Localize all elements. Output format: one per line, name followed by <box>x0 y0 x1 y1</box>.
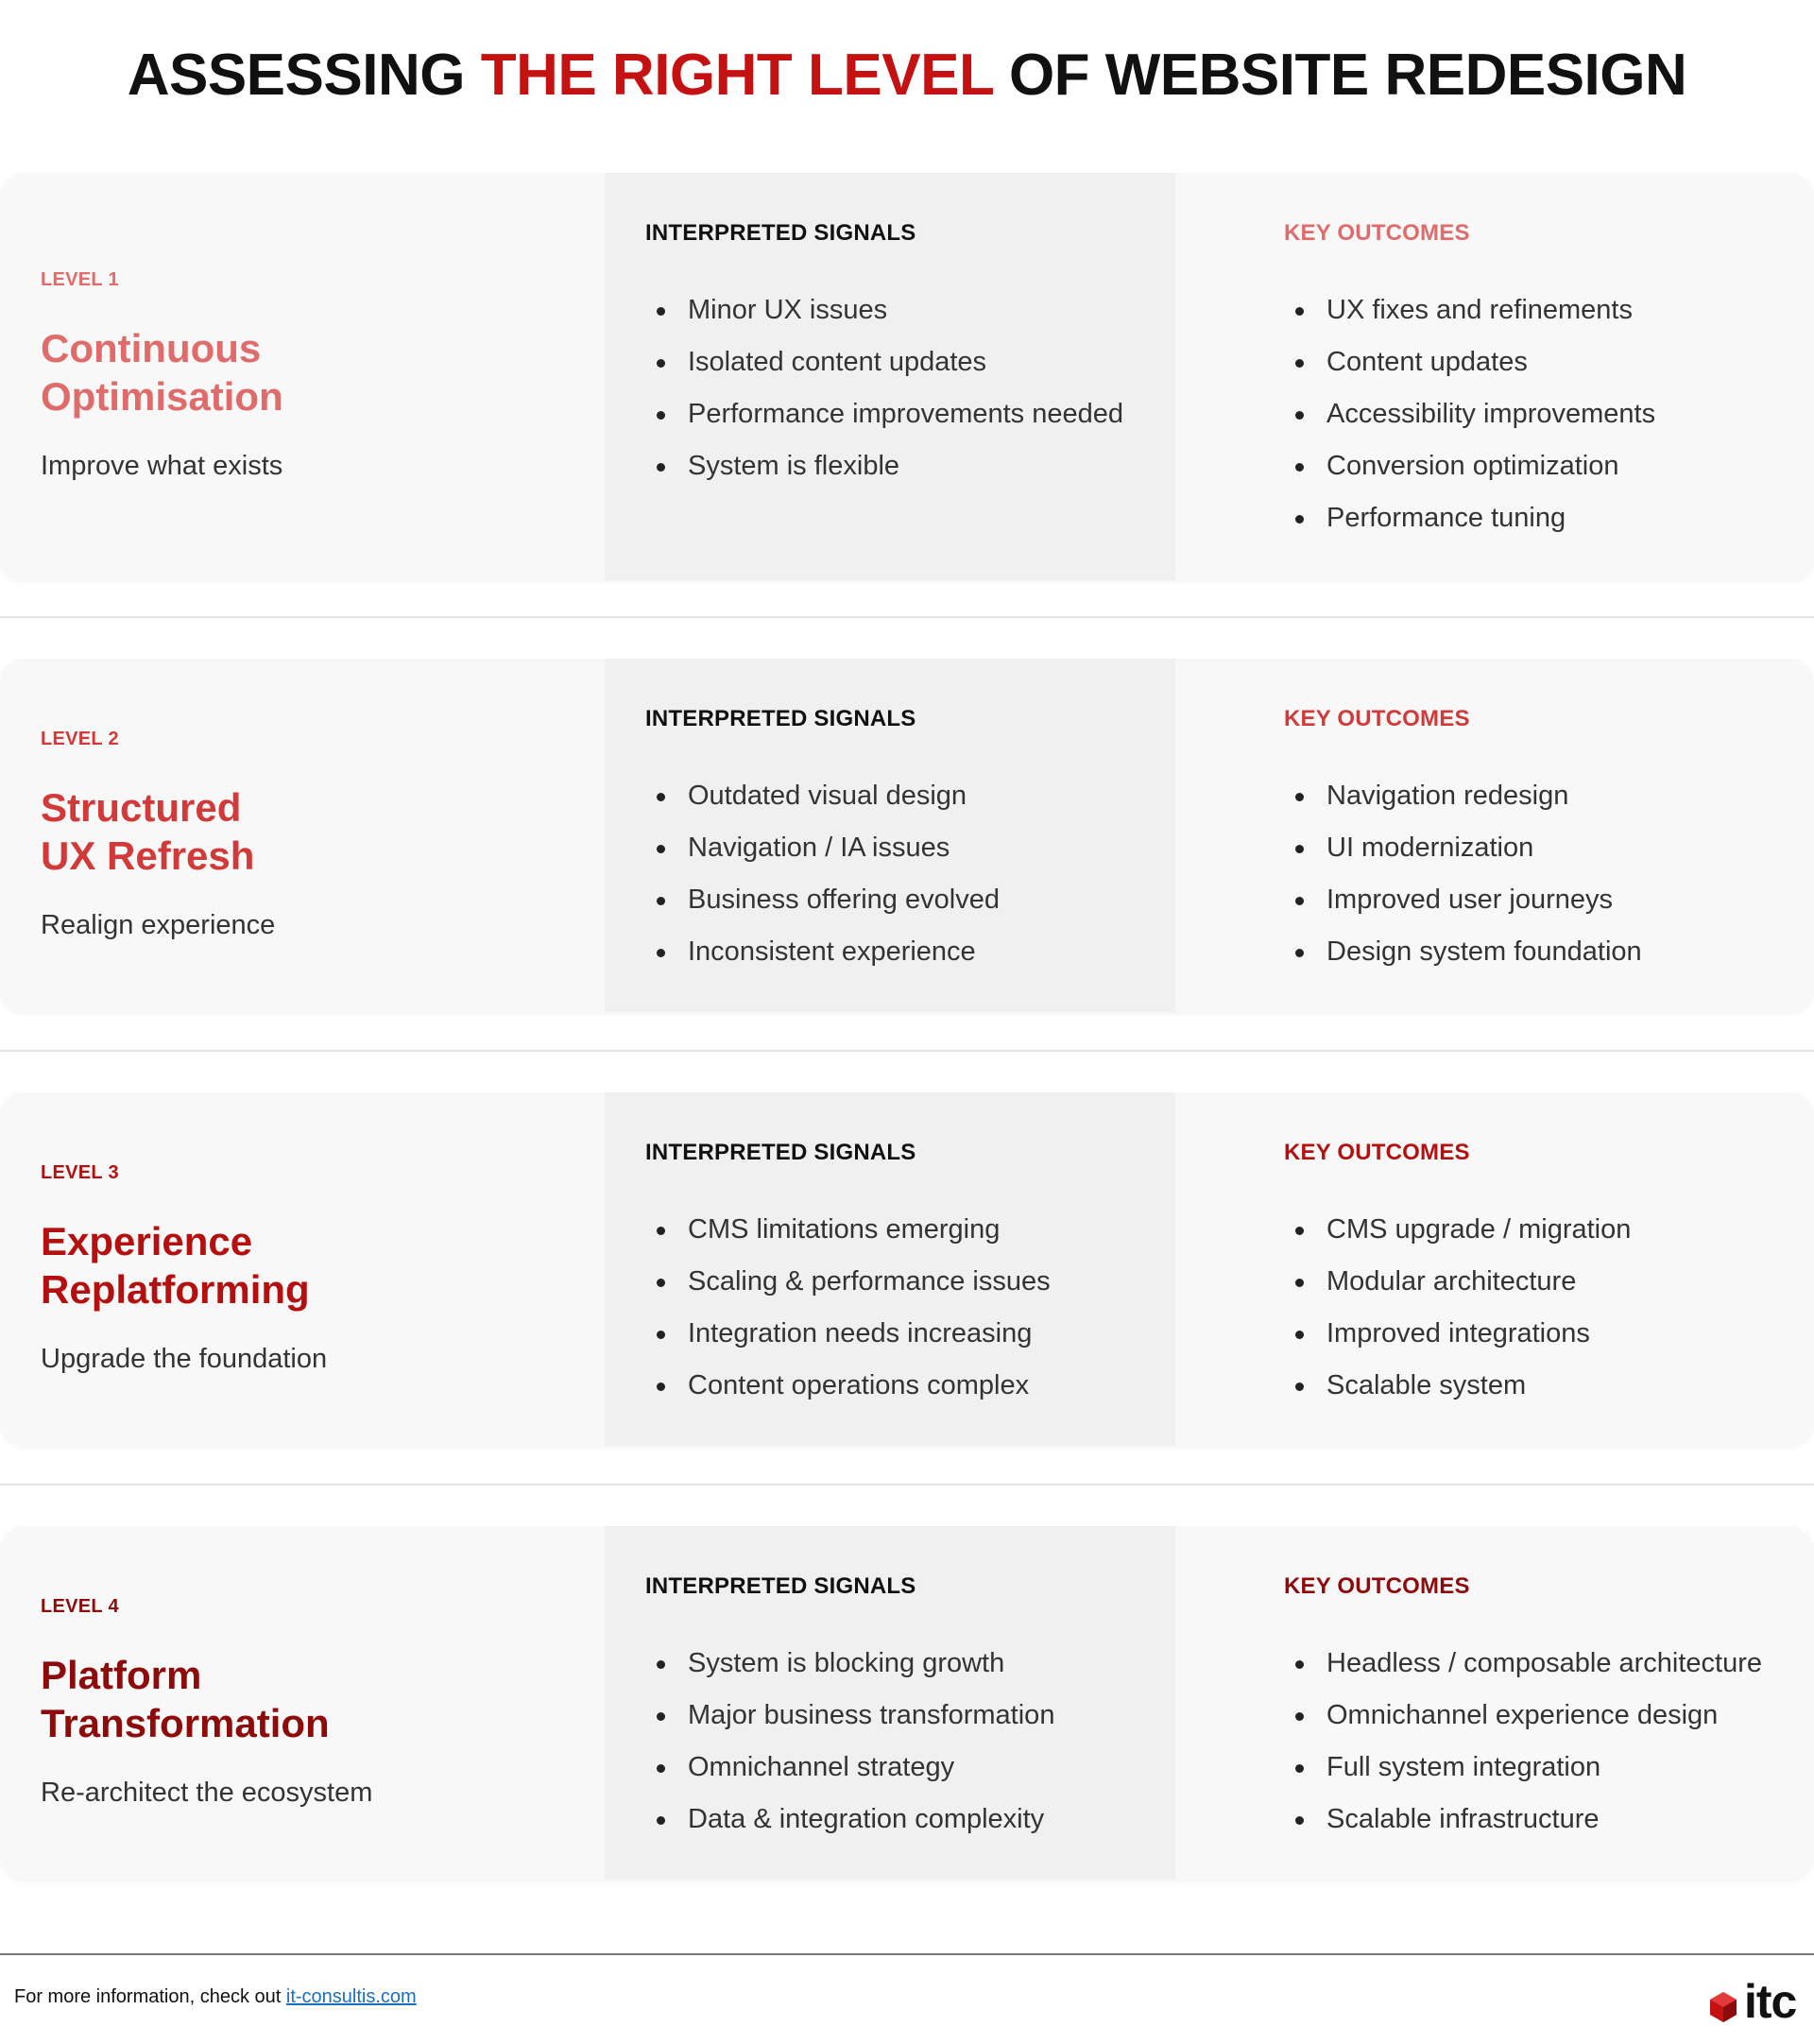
level-name <box>41 783 570 880</box>
title-part-2: OF WEBSITE REDESIGN <box>993 43 1687 108</box>
list-item: CMS upgrade / migration <box>1284 1204 1631 1256</box>
level-tagline: Upgrade the foundation <box>41 1344 328 1374</box>
outcomes-heading: KEY OUTCOMES <box>1284 220 1470 246</box>
level-name-line-2: UX Refresh <box>41 833 255 878</box>
outcomes-list <box>1284 284 1655 544</box>
list-item: Omnichannel strategy <box>645 1742 1054 1794</box>
level-tagline: Improve what exists <box>41 451 283 481</box>
list-item: UI modernization <box>1284 822 1642 874</box>
outcomes-heading: KEY OUTCOMES <box>1284 1573 1470 1599</box>
level-name <box>41 1217 570 1314</box>
signals-list <box>645 770 1000 978</box>
itc-logo <box>1706 1975 1805 2028</box>
signals-list <box>645 1638 1054 1846</box>
footer-divider <box>0 1953 1814 1955</box>
footer-note <box>14 1986 417 2008</box>
level-3-row <box>0 1092 1814 1500</box>
level-name-line-1: Platform <box>41 1653 202 1697</box>
outcomes-list <box>1284 1638 1762 1846</box>
list-item: System is flexible <box>645 440 1123 492</box>
list-item: System is blocking growth <box>645 1638 1054 1690</box>
level-label: LEVEL 4 <box>41 1596 119 1617</box>
signals-heading: INTERPRETED SIGNALS <box>645 706 916 731</box>
signals-heading: INTERPRETED SIGNALS <box>645 1573 916 1599</box>
outcomes-heading: KEY OUTCOMES <box>1284 1140 1470 1165</box>
list-item: Minor UX issues <box>645 284 1123 336</box>
list-item: Scaling & performance issues <box>645 1256 1051 1308</box>
divider <box>0 616 1814 618</box>
list-item: Improved user journeys <box>1284 874 1642 926</box>
list-item: Integration needs increasing <box>645 1308 1051 1360</box>
signals-heading: INTERPRETED SIGNALS <box>645 1140 916 1165</box>
level-2-row <box>0 659 1814 1066</box>
level-1-row <box>0 173 1814 580</box>
list-item: Navigation redesign <box>1284 770 1642 822</box>
level-name-line-1: Experience <box>41 1219 253 1263</box>
title-part-1: ASSESSING <box>127 43 481 108</box>
level-label: LEVEL 1 <box>41 269 119 290</box>
level-name-line-1: Continuous <box>41 326 262 370</box>
level-tagline: Re-architect the ecosystem <box>41 1778 373 1808</box>
page-title <box>0 42 1814 109</box>
logo-text: itc <box>1744 1975 1797 2028</box>
level-tagline: Realign experience <box>41 910 276 940</box>
signals-heading: INTERPRETED SIGNALS <box>645 220 916 246</box>
outcomes-list <box>1284 1204 1631 1412</box>
divider <box>0 1050 1814 1052</box>
level-label: LEVEL 2 <box>41 729 119 749</box>
title-accent: THE RIGHT LEVEL <box>480 43 994 108</box>
list-item: Data & integration complexity <box>645 1794 1054 1846</box>
list-item: Scalable infrastructure <box>1284 1794 1762 1846</box>
list-item: Modular architecture <box>1284 1256 1631 1308</box>
level-name-line-2: Optimisation <box>41 374 283 419</box>
list-item: Outdated visual design <box>645 770 1000 822</box>
list-item: Headless / composable architecture <box>1284 1638 1762 1690</box>
outcomes-heading: KEY OUTCOMES <box>1284 706 1470 731</box>
list-item: CMS limitations emerging <box>645 1204 1051 1256</box>
signals-list <box>645 284 1123 492</box>
signals-list <box>645 1204 1051 1412</box>
list-item: Design system foundation <box>1284 926 1642 978</box>
list-item: Inconsistent experience <box>645 926 1000 978</box>
list-item: Omnichannel experience design <box>1284 1690 1762 1742</box>
list-item: Isolated content updates <box>645 336 1123 388</box>
level-label: LEVEL 3 <box>41 1162 119 1183</box>
level-name <box>41 324 570 421</box>
footer-text: For more information, check out <box>14 1986 286 2007</box>
level-name-line-1: Structured <box>41 785 242 830</box>
level-4-row <box>0 1526 1814 1933</box>
list-item: Conversion optimization <box>1284 440 1655 492</box>
level-name-line-2: Transformation <box>41 1701 330 1745</box>
list-item: Navigation / IA issues <box>645 822 1000 874</box>
divider <box>0 1484 1814 1486</box>
list-item: Major business transformation <box>645 1690 1054 1742</box>
list-item: Content updates <box>1284 336 1655 388</box>
level-name <box>41 1651 570 1747</box>
list-item: Full system integration <box>1284 1742 1762 1794</box>
list-item: Performance tuning <box>1284 492 1655 544</box>
list-item: Scalable system <box>1284 1360 1631 1412</box>
level-name-line-2: Replatforming <box>41 1267 310 1312</box>
list-item: Business offering evolved <box>645 874 1000 926</box>
footer-link[interactable]: it-consultis.com <box>285 1986 417 2007</box>
list-item: Accessibility improvements <box>1284 388 1655 440</box>
list-item: Content operations complex <box>645 1360 1051 1412</box>
list-item: UX fixes and refinements <box>1284 284 1655 336</box>
list-item: Performance improvements needed <box>645 388 1123 440</box>
outcomes-list <box>1284 770 1642 978</box>
red-hexagon-icon <box>1706 1990 1740 2024</box>
list-item: Improved integrations <box>1284 1308 1631 1360</box>
